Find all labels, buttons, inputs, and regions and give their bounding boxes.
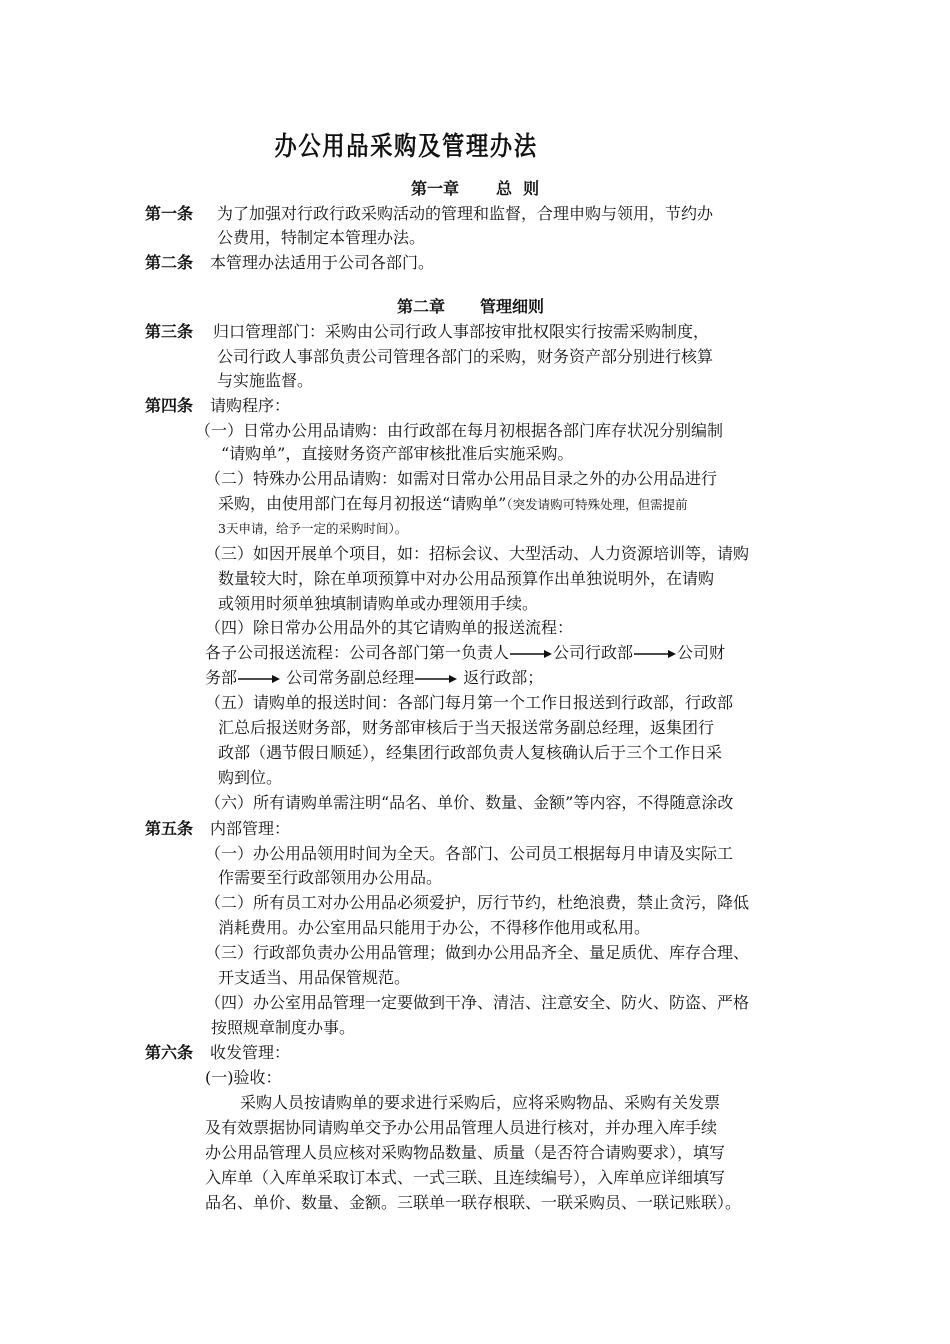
article-4-item-1-line-1: （一）日常办公用品请购：由行政部在每月初根据各部门库存状况分别编制	[195, 421, 724, 440]
article-3-label: 第三条	[145, 322, 194, 341]
article-4-item-4-flow-line-1	[205, 642, 725, 664]
chapter-2-name: 管理细则	[480, 297, 545, 316]
article-4-line-1: 请购程序：	[210, 396, 291, 415]
flow-step-department-head: 各子公司报送流程：公司各部门第一负责人	[205, 643, 510, 662]
article-6-item-1-para-line-1: 采购人员按请购单的要求进行采购后，应将采购物品、采购有关发票	[240, 1093, 721, 1112]
article-3-line-2: 公司行政人事部负责公司管理各部门的采购，财务资产部分别进行核算	[217, 347, 714, 366]
article-5-item-4-line-1: （四）办公室用品管理一定要做到干净、清洁、注意安全、防火、防盗、严格	[205, 993, 750, 1012]
article-6-label: 第六条	[145, 1043, 194, 1062]
article-4-item-6-line-1: （六）所有请购单需注明“品名、单价、数量、金额”等内容，不得随意涂改	[205, 793, 734, 812]
article-3-line-1: 归口管理部门：采购由公司行政人事部按审批权限实行按需采购制度，	[213, 322, 710, 341]
article-4-item-5-line-3: 政部（遇节假日顺延），经集团行政部负责人复核确认后于三个工作日采	[218, 743, 723, 762]
flow-arrow-icon	[510, 649, 552, 659]
article-6-item-1-para-line-3: 办公用品管理人员应核对采购物品数量、质量（是否符合请购要求），填写	[205, 1143, 726, 1162]
article-5-item-1-line-2: 作需要至行政部领用办公用品。	[218, 868, 443, 887]
article-4-item-3-line-2: 数量较大时，除在单项预算中对办公用品预算作出单独说明外，在请购	[218, 569, 715, 588]
article-5-item-2-line-2: 消耗费用。办公室用品只能用于办公，不得移作他用或私用。	[218, 918, 651, 937]
article-4-item-2-line-2b: （突发请购可特殊处理，但需提前	[506, 497, 688, 512]
article-4-item-5-line-2: 汇总后报送财务部，财务部审核后于当天报送常务副总经理，返集团行	[218, 718, 715, 737]
article-6-item-1-para-line-4: 入库单（入库单采取订本式、一式三联、且连续编号），入库单应详细填写	[205, 1168, 726, 1187]
flow-arrow-icon	[238, 674, 280, 684]
flow-step-return-admin: 返行政部；	[463, 668, 544, 687]
article-4-item-5-line-4: 购到位。	[218, 768, 283, 787]
article-1-line-1: 为了加强对行政行政采购活动的管理和监督，合理申购与领用，节约办	[217, 204, 714, 223]
article-1-label: 第一条	[145, 204, 194, 223]
article-5-item-3-line-2: 开支适当、用品保管规范。	[218, 968, 411, 987]
flow-step-deputy-gm: 公司常务副总经理	[286, 668, 415, 687]
article-5-line-1: 内部管理：	[210, 819, 291, 838]
article-4-item-2-line-3: 3天申请，给予一定的采购时间）。	[218, 521, 408, 536]
article-4-item-4-flow-line-2	[205, 667, 543, 689]
chapter-1-number: 第一章	[411, 179, 460, 198]
article-2-label: 第二条	[145, 253, 194, 272]
article-4-item-3-line-1: （三）如因开展单个项目，如：招标会议、大型活动、人力资源培训等，请购	[205, 544, 750, 563]
article-2-line-1: 本管理办法适用于公司各部门。	[210, 253, 435, 272]
article-5-item-1-line-1: （一）办公用品领用时间为全天。各部门、公司员工根据每月申请及实际工	[205, 844, 734, 863]
article-3-line-3: 与实施监督。	[217, 371, 314, 390]
article-1-line-2: 公费用，特制定本管理办法。	[217, 228, 426, 247]
article-4-item-4-line-1: （四）除日常办公用品外的其它请购单的报送流程：	[205, 618, 574, 637]
article-5-item-2-line-1: （二）所有员工对办公用品必须爱护，厉行节约，杜绝浪费，禁止贪污，降低	[205, 893, 750, 912]
article-4-item-5-line-1: （五）请购单的报送时间：各部门每月第一个工作日报送到行政部，行政部	[205, 693, 734, 712]
chapter-2-number: 第二章	[397, 297, 446, 316]
article-4-item-2-line-2	[218, 493, 688, 516]
flow-arrow-icon	[634, 649, 676, 659]
article-5-item-3-line-1: （三）行政部负责办公用品管理；做到办公用品齐全、量足质优、库存合理、	[205, 943, 750, 962]
article-6-item-1-heading: (一)验收：	[205, 1068, 282, 1087]
article-4-item-1-line-2: “请购单”，直接财务资产部审核批准后实施采购。	[221, 444, 574, 463]
article-4-item-3-line-3: 或领用时须单独填制请购单或办理领用手续。	[218, 594, 539, 613]
article-5-item-4-line-2: 按照规章制度办事。	[211, 1018, 356, 1037]
article-6-line-1: 收发管理：	[210, 1043, 291, 1062]
article-5-label: 第五条	[145, 819, 194, 838]
article-6-item-1-para-line-2: 及有效票据协同请购单交予办公用品管理人员进行核对，并办理入库手续	[205, 1118, 718, 1137]
flow-arrow-icon	[415, 674, 457, 684]
flow-step-finance-dept-part-1: 公司财	[677, 643, 726, 662]
article-4-label: 第四条	[145, 396, 194, 415]
flow-step-admin-dept: 公司行政部	[553, 643, 634, 662]
flow-step-finance-dept-part-2: 务部	[205, 668, 238, 687]
article-4-item-2-line-2a: 采购，由使用部门在每月初报送“请购单”	[218, 494, 507, 513]
chapter-1-name: 总 则	[496, 179, 540, 198]
article-6-item-1-para-line-5: 品名、单价、数量、金额。三联单一联存根联、一联采购员、一联记账联）。	[205, 1193, 742, 1212]
document-title: 办公用品采购及管理办法	[274, 132, 538, 162]
article-4-item-2-line-1: （二）特殊办公用品请购：如需对日常办公用品目录之外的办公用品进行	[205, 469, 718, 488]
